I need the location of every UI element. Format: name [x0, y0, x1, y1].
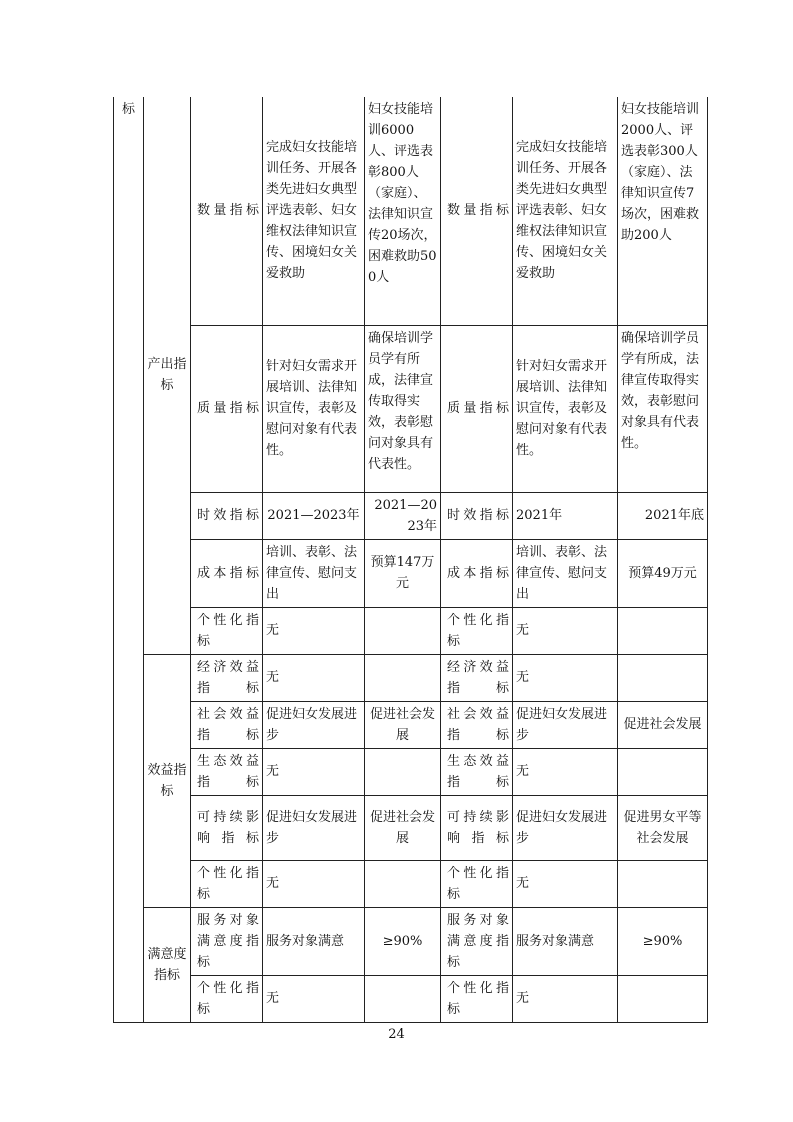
service-content-a: 服务对象满意: [263, 907, 365, 975]
benefit-custom-content-a: 无: [263, 860, 365, 907]
row-benefit-custom: [114, 860, 708, 907]
satisfaction-custom-content-b: 无: [513, 975, 618, 1022]
ecological-value-a: [365, 748, 441, 795]
service-content-b: 服务对象满意: [513, 907, 618, 975]
sustainable-indicator-name-b: 可持续影响指标: [441, 795, 513, 860]
timeliness-content-b: 2021年: [513, 492, 618, 539]
social-value-b: 促进社会发展: [618, 701, 708, 748]
timeliness-value-a: 2021—2023年: [365, 492, 441, 539]
row-timeliness: [114, 492, 708, 539]
economic-content-b: 无: [513, 654, 618, 701]
output-custom-content-b: 无: [513, 607, 618, 654]
sustainable-value-a: 促进社会发展: [365, 795, 441, 860]
row-service-satisfaction: [114, 907, 708, 975]
quantity-indicator-name-b: 数量指标: [441, 97, 513, 325]
row-ecological: [114, 748, 708, 795]
row-output-custom: [114, 607, 708, 654]
row-quantity: [114, 97, 708, 325]
service-value-a: ≥90%: [365, 907, 441, 975]
sustainable-content-a: 促进妇女发展进步: [263, 795, 365, 860]
output-custom-indicator-name-b: 个性化指标: [441, 607, 513, 654]
satisfaction-indicator-label: 满意度指标: [144, 907, 191, 1022]
row-quality: [114, 325, 708, 492]
satisfaction-custom-value-b: [618, 975, 708, 1022]
social-indicator-name-b: 社会效益指标: [441, 701, 513, 748]
social-indicator-name-a: 社会效益指标: [191, 701, 263, 748]
satisfaction-custom-content-a: 无: [263, 975, 365, 1022]
timeliness-content-a: 2021—2023年: [263, 492, 365, 539]
cost-indicator-name-b: 成本指标: [441, 539, 513, 607]
quality-content-a: 针对妇女需求开展培训、法律知识宣传，表彰及慰问对象有代表性。: [263, 325, 365, 492]
performance-indicator-sheet: [113, 97, 707, 1017]
quantity-value-b: 妇女技能培训2000人、评选表彰300人（家庭）、法律知识宣传7场次，困难救助200人: [618, 97, 708, 325]
benefit-custom-indicator-name-a: 个性化指标: [191, 860, 263, 907]
page-number: 24: [388, 1027, 405, 1042]
output-custom-value-a: [365, 607, 441, 654]
satisfaction-custom-value-a: [365, 975, 441, 1022]
ecological-indicator-name-a: 生态效益指标: [191, 748, 263, 795]
ecological-content-b: 无: [513, 748, 618, 795]
social-content-b: 促进妇女发展进步: [513, 701, 618, 748]
benefit-custom-value-a: [365, 860, 441, 907]
satisfaction-custom-indicator-name-b: 个性化指标: [441, 975, 513, 1022]
social-content-a: 促进妇女发展进步: [263, 701, 365, 748]
timeliness-indicator-name-b: 时效指标: [441, 492, 513, 539]
row-economic: [114, 654, 708, 701]
social-value-a: 促进社会发展: [365, 701, 441, 748]
sustainable-value-b: 促进男女平等社会发展: [618, 795, 708, 860]
row-satisfaction-custom: [114, 975, 708, 1022]
economic-value-b: [618, 654, 708, 701]
row-social: [114, 701, 708, 748]
economic-content-a: 无: [263, 654, 365, 701]
benefit-custom-indicator-name-b: 个性化指标: [441, 860, 513, 907]
quantity-content-b: 完成妇女技能培训任务、开展各类先进妇女典型评选表彰、妇女维权法律知识宣传、困境妇女关爱救助: [513, 97, 618, 325]
row-cost: [114, 539, 708, 607]
output-custom-content-a: 无: [263, 607, 365, 654]
cost-content-b: 培训、表彰、法律宣传、慰问支出: [513, 539, 618, 607]
benefit-custom-content-b: 无: [513, 860, 618, 907]
benefit-indicator-label: 效益指标: [144, 654, 191, 907]
service-indicator-name-b: 服务对象满意度指标: [441, 907, 513, 975]
cost-value-b: 预算49万元: [618, 539, 708, 607]
quantity-value-a: 妇女技能培训6000人、评选表彰800人（家庭）、法律知识宣传20场次，困难救助500人: [365, 97, 441, 325]
ecological-content-a: 无: [263, 748, 365, 795]
ecological-indicator-name-b: 生态效益指标: [441, 748, 513, 795]
indicator-table: [113, 97, 708, 1023]
quantity-content-a: 完成妇女技能培训任务、开展各类先进妇女典型评选表彰、妇女维权法律知识宣传、困境妇女关爱救助: [263, 97, 365, 325]
cost-value-a: 预算147万元: [365, 539, 441, 607]
sustainable-indicator-name-a: 可持续影响指标: [191, 795, 263, 860]
quality-indicator-name-a: 质量指标: [191, 325, 263, 492]
level1-indicator-label: 标: [114, 97, 144, 1022]
ecological-value-b: [618, 748, 708, 795]
output-indicator-label: 产出指标: [144, 97, 191, 654]
satisfaction-custom-indicator-name-a: 个性化指标: [191, 975, 263, 1022]
economic-indicator-name-b: 经济效益指标: [441, 654, 513, 701]
benefit-custom-value-b: [618, 860, 708, 907]
quality-value-a: 确保培训学员学有所成，法律宣传取得实效，表彰慰问对象具有代表性。: [365, 325, 441, 492]
timeliness-value-b: 2021年底: [618, 492, 708, 539]
sustainable-content-b: 促进妇女发展进步: [513, 795, 618, 860]
quality-value-b: 确保培训学员学有所成，法律宣传取得实效，表彰慰问对象具有代表性。: [618, 325, 708, 492]
cost-indicator-name-a: 成本指标: [191, 539, 263, 607]
quantity-indicator-name-a: 数量指标: [191, 97, 263, 325]
service-value-b: ≥90%: [618, 907, 708, 975]
service-indicator-name-a: 服务对象满意度指标: [191, 907, 263, 975]
cost-content-a: 培训、表彰、法律宣传、慰问支出: [263, 539, 365, 607]
economic-value-a: [365, 654, 441, 701]
output-custom-indicator-name-a: 个性化指标: [191, 607, 263, 654]
timeliness-indicator-name-a: 时效指标: [191, 492, 263, 539]
row-sustainable: [114, 795, 708, 860]
economic-indicator-name-a: 经济效益指标: [191, 654, 263, 701]
quality-indicator-name-b: 质量指标: [441, 325, 513, 492]
quality-content-b: 针对妇女需求开展培训、法律知识宣传，表彰及慰问对象有代表性。: [513, 325, 618, 492]
output-custom-value-b: [618, 607, 708, 654]
